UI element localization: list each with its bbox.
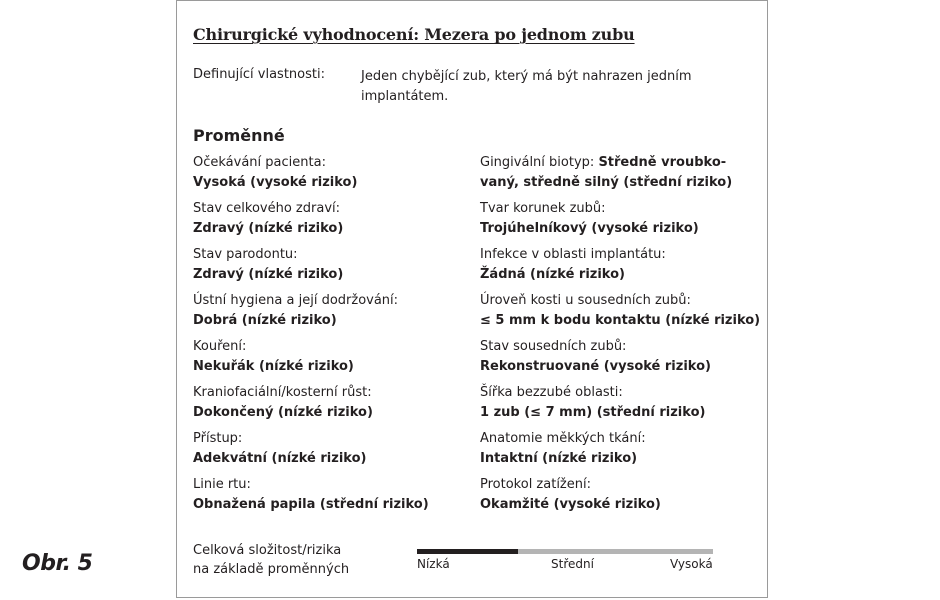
- complexity-label-line2: na základě proměnných: [193, 562, 350, 577]
- variable-label: Kouření:: [193, 339, 247, 354]
- scale-label-medium: Střední: [551, 557, 594, 571]
- variable-adjacent-bone-level: [480, 291, 760, 331]
- variable-adjacent-teeth-status: [480, 337, 711, 377]
- variable-label: Infekce v oblasti implantátu:: [480, 247, 666, 262]
- variable-value: 1 zub (≤ 7 mm) (střední riziko): [480, 405, 706, 420]
- variable-value-line1: Středně vroubko-: [598, 155, 727, 170]
- variable-label: Očekávání pacienta:: [193, 155, 326, 170]
- variable-value: Obnažená papila (střední riziko): [193, 497, 429, 512]
- variable-value: Trojúhelníkový (vysoké riziko): [480, 221, 699, 236]
- complexity-label: [193, 541, 393, 579]
- variable-value-line2: vaný, středně silný (střední riziko): [480, 175, 733, 190]
- variable-label: Ústní hygiena a její dodržování:: [193, 293, 399, 308]
- variable-label: Tvar korunek zubů:: [480, 201, 606, 216]
- variable-value: Vysoká (vysoké riziko): [193, 175, 358, 190]
- variable-value: Dokončený (nízké riziko): [193, 405, 373, 420]
- assessment-card: [176, 0, 768, 598]
- variable-value: Zdravý (nízké riziko): [193, 267, 344, 282]
- variable-value: Adekvátní (nízké riziko): [193, 451, 367, 466]
- variable-label: Kraniofaciální/kosterní růst:: [193, 385, 372, 400]
- card-title: Chirurgické vyhodnocení: Mezera po jednom zubu: [193, 25, 635, 44]
- variable-access: [193, 429, 366, 469]
- definition-text: Jeden chybějící zub, který má být nahrazen jedním implantátem.: [361, 69, 692, 104]
- complexity-label-line1: Celková složitost/rizika: [193, 543, 342, 558]
- variable-label: Linie rtu:: [193, 477, 251, 492]
- section-title: Proměnné: [193, 126, 285, 145]
- variable-value: Intaktní (nízké riziko): [480, 451, 638, 466]
- variable-skeletal-growth: [193, 383, 373, 423]
- variable-smoking: [193, 337, 354, 377]
- variable-label: Stav sousedních zubů:: [480, 339, 627, 354]
- variable-value: Dobrá (nízké riziko): [193, 313, 337, 328]
- variable-value: Rekonstruované (vysoké riziko): [480, 359, 711, 374]
- variable-implant-site-infection: [480, 245, 666, 285]
- variable-label: Stav parodontu:: [193, 247, 298, 262]
- scale-label-low: Nízká: [417, 557, 450, 571]
- definition-label: Definující vlastnosti:: [193, 67, 325, 82]
- variable-label: Anatomie měkkých tkání:: [480, 431, 646, 446]
- variable-loading-protocol: [480, 475, 661, 515]
- variable-label: Šířka bezzubé oblasti:: [480, 385, 623, 400]
- variable-label: Stav celkového zdraví:: [193, 201, 341, 216]
- scale-label-high: Vysoká: [670, 557, 713, 571]
- variable-value: Žádná (nízké riziko): [480, 267, 625, 282]
- complexity-level-fill: [417, 549, 518, 554]
- variable-edentulous-span-width: [480, 383, 705, 423]
- complexity-scale-bar: [417, 549, 713, 554]
- variable-patient-expectations: [193, 153, 357, 193]
- variable-value: ≤ 5 mm k bodu kontaktu (nízké riziko): [480, 313, 761, 328]
- variable-value: Nekuřák (nízké riziko): [193, 359, 354, 374]
- variable-label: Gingivální biotyp:: [480, 155, 595, 170]
- variable-soft-tissue-anatomy: [480, 429, 646, 469]
- variable-lip-line: [193, 475, 429, 515]
- variable-periodontal-status: [193, 245, 343, 285]
- variable-value: Okamžité (vysoké riziko): [480, 497, 661, 512]
- variable-value: Zdravý (nízké riziko): [193, 221, 344, 236]
- variable-gingival-biotype: [480, 153, 765, 193]
- variable-general-health: [193, 199, 343, 239]
- variable-label: Přístup:: [193, 431, 243, 446]
- variable-crown-shape: [480, 199, 699, 239]
- variable-label: Úroveň kosti u sousedních zubů:: [480, 293, 691, 308]
- variable-oral-hygiene: [193, 291, 398, 331]
- variable-label: Protokol zatížení:: [480, 477, 591, 492]
- figure-label: Obr. 5: [22, 551, 93, 576]
